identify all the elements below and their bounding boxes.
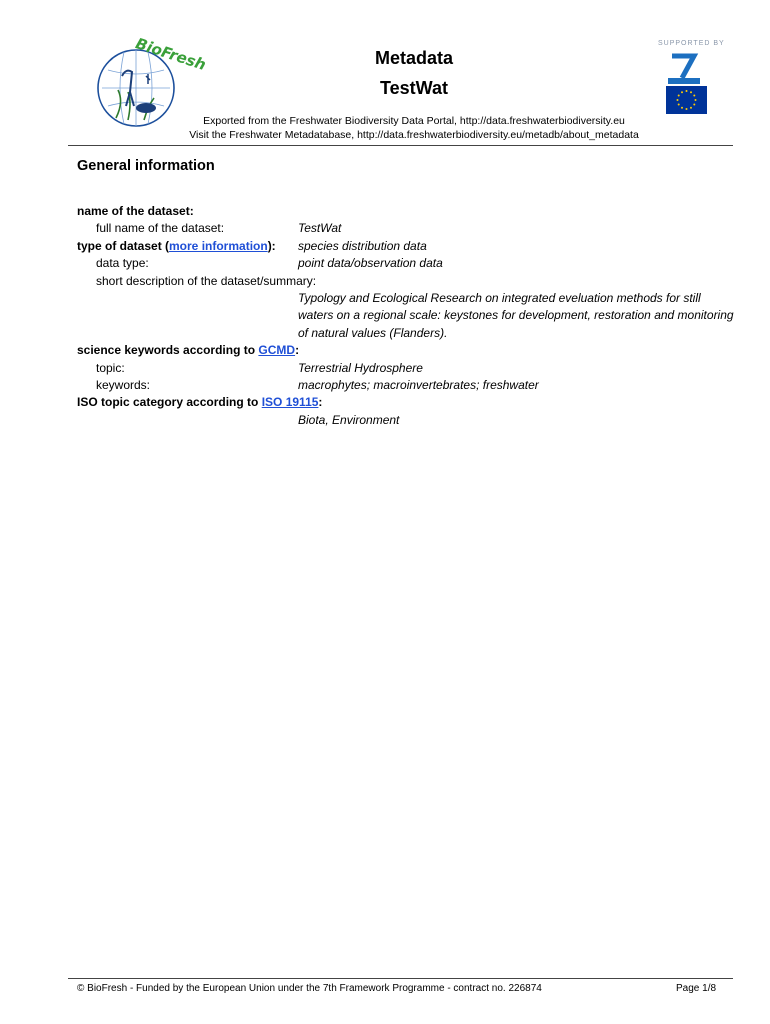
dataset-type-label: type of dataset (more information): [77, 238, 276, 253]
export-line-metadb: Visit the Freshwater Metadatabase, http://data.freshwaterbiodiversity.eu/metadb/about_metadata [189, 129, 639, 141]
full-name-row [77, 220, 737, 237]
dataset-title: TestWat [379, 78, 448, 98]
data-type-value: point data/observation data [298, 256, 443, 271]
title-block [160, 46, 668, 100]
name-heading-row [77, 203, 737, 220]
export-info [160, 114, 668, 142]
export-line-portal: Exported from the Freshwater Biodiversity Data Portal, http://data.freshwaterbiodiversity.eu [203, 115, 625, 127]
iso-topic-value-row [77, 412, 737, 429]
full-name-value: TestWat [298, 221, 342, 236]
topic-value: Terrestrial Hydrosphere [298, 360, 423, 375]
metadata-fields [77, 203, 737, 429]
section-title: General information [77, 158, 215, 174]
iso-topic-value: Biota, Environment [298, 412, 400, 427]
full-name-label: full name of the dataset: [96, 221, 225, 236]
header-divider [68, 145, 733, 146]
iso-19115-link[interactable]: ISO 19115 [261, 395, 319, 410]
science-keywords-heading: science keywords according to GCMD: [77, 343, 300, 358]
short-description-label: short description of the dataset/summary: [96, 273, 317, 288]
topic-row [77, 360, 737, 377]
dataset-type-value: species distribution data [298, 238, 427, 253]
more-information-link[interactable]: more information [169, 238, 268, 253]
short-description-value: Typology and Ecological Research on integrated eveluation methods for still waters on a regional scale: keystones for development, restoration and monitoring of natural values (Flanders). [298, 290, 734, 340]
gcmd-link[interactable]: GCMD [258, 343, 296, 358]
science-keywords-row [77, 342, 737, 359]
name-heading: name of the dataset: [77, 204, 194, 218]
footer-divider [68, 978, 733, 979]
keywords-value: macrophytes; macroinvertebrates; freshwater [298, 377, 539, 392]
page-header [0, 0, 770, 150]
topic-label: topic: [96, 360, 125, 375]
short-description-row [77, 273, 737, 290]
supported-by-label: SUPPORTED BY [658, 40, 725, 47]
dataset-type-row [77, 238, 737, 255]
iso-topic-row [77, 394, 737, 411]
document-title: Metadata [374, 48, 454, 68]
data-type-label: data type: [96, 256, 149, 271]
iso-topic-heading: ISO topic category according to ISO 19115: [77, 395, 323, 410]
data-type-row [77, 255, 737, 272]
footer-copyright: © BioFresh - Funded by the European Union under the 7th Framework Programme - contract no. 226874 [77, 983, 542, 994]
eu-flag-icon [666, 86, 707, 114]
logo-text: BioFresh [133, 34, 209, 74]
keywords-label: keywords: [96, 377, 151, 392]
page-number: Page 1/8 [676, 983, 717, 994]
keywords-row [77, 377, 737, 394]
fp7-logo [664, 50, 704, 86]
